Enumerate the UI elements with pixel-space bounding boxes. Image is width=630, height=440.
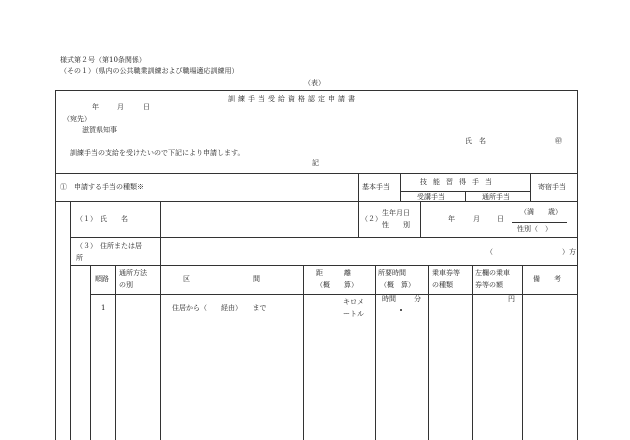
address-paren-close: ）方 [562,248,576,256]
th-order: 順路 [95,275,109,283]
table-col-7 [522,265,523,440]
row-birth-number: （２） [361,215,382,223]
row-name-label: 氏 名 [100,215,128,223]
indent-line-2 [90,265,91,440]
th-time-1: 所要時間 [378,269,406,277]
row-section: 住居から（ 経由） まで [172,304,267,312]
th-ticket-2: の種類 [432,281,453,289]
basic-col-line [358,173,359,201]
table-col-4 [375,265,376,440]
frame-top-line [55,90,577,91]
sex-value: 性別（ ） [517,225,552,233]
seal-mark: ㊞ [555,137,562,145]
row-birth-label: 生年月日 [382,209,410,217]
indent-line-1 [70,201,71,440]
skill-mid-line [465,191,466,201]
row-order: 1 [101,304,106,312]
date-day: 日 [143,103,150,111]
row-address-label-1: 住所または居 [100,242,142,250]
table-col-2 [160,265,161,440]
row-sex-label: 性 別 [382,221,410,229]
frame-right-line [577,90,578,440]
birth-col-line [358,201,359,237]
th-remarks: 備 考 [533,275,561,283]
th-method-1: 通所方法 [119,269,147,277]
row-name-number: （１） [76,215,97,223]
table-col-3 [303,265,304,440]
table-col-6 [472,265,473,440]
row-distance-2: ートル [343,310,364,318]
row-time-minute: 分 [414,295,421,303]
basic-allowance-option[interactable]: 基本手当 [362,183,390,191]
dorm-allowance-option[interactable]: 寄宿手当 [538,183,566,191]
row-address-bottom-line [70,265,577,266]
skill-allowance-header: 技能習得手当 [420,178,498,186]
row-address-label-2: 所 [76,254,83,262]
row-time-hour: 時間 [382,295,396,303]
addressee: 滋賀県知事 [82,126,117,134]
address-paren-open: （ [486,248,493,256]
th-ticket-1: 乗車券等 [432,269,460,277]
skill-right-line [530,173,531,201]
age-label: （満 歳） [520,208,562,216]
method-cell[interactable] [116,295,159,335]
row-address-number: （３） [76,242,97,250]
th-distance-1: 距 離 [316,269,351,277]
name-input-cell[interactable] [161,202,357,236]
address-input-cell[interactable] [161,238,576,264]
th-fare-2: 券等の額 [475,281,503,289]
th-section: 区 間 [183,275,260,283]
th-fare-1: 左欄の乗車 [475,269,510,277]
remarks-cell[interactable] [523,295,576,335]
table-col-5 [428,265,429,440]
row-distance-1: キロメ [343,298,364,306]
section1-label: ① 申請する手当の種類※ [60,183,144,191]
birth-underline [512,222,567,223]
skill-left-line [400,173,401,201]
addressee-label: （宛先） [63,115,91,123]
commute-allowance-option[interactable]: 通所手当 [482,193,510,201]
table-col-1 [115,265,116,440]
record-label: 記 [312,159,319,167]
birth-month: 月 [473,215,480,223]
lecture-allowance-option[interactable]: 受講手当 [417,193,445,201]
th-method-2: の別 [119,281,133,289]
birth-day: 日 [497,215,504,223]
request-sentence: 訓練手当の支給を受けたいので下記により申請します。 [70,149,245,157]
row-fare-unit: 円 [508,295,515,303]
form-title: 訓練手当受給資格認定申請書 [228,95,358,103]
time-separator-dot [400,309,402,311]
applicant-name-label: 氏 名 [465,137,486,145]
form-number: 様式第２号（第10条関係） [60,56,146,64]
date-year: 年 [92,103,99,111]
th-time-2: （概 算） [380,281,415,289]
th-distance-2: （概 算） [316,281,358,289]
birth-value-line [420,201,421,237]
section1-top-line [55,173,577,174]
birth-year: 年 [448,215,455,223]
ticket-cell[interactable] [429,295,471,335]
table-header-bottom-line [90,294,577,295]
side-label: （表） [304,79,325,87]
form-subtitle: （その１）（県内の公共職業訓練および職場適応訓練用） [60,67,239,75]
frame-left-line [55,90,56,440]
date-month: 月 [117,103,124,111]
